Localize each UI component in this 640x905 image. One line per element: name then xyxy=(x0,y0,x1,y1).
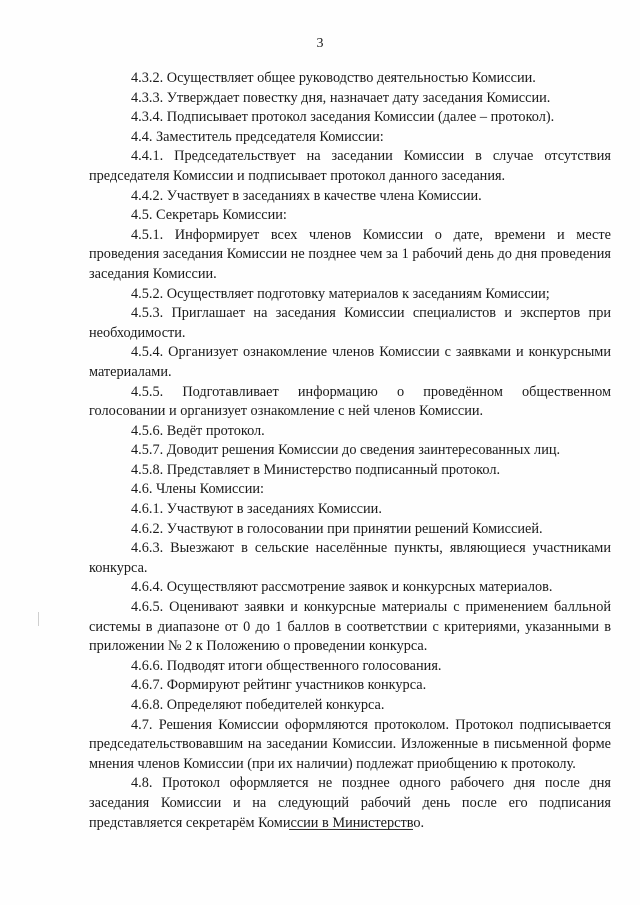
paragraph-4-5-3: 4.5.3. Приглашает на заседания Комиссии специалистов и экспертов при необходимости. xyxy=(89,305,611,341)
paragraph-4-5-5: 4.5.5. Подготавливает информацию о проведённом общественном голосовании и организует ознакомление с ней членов Комиссии. xyxy=(89,383,611,420)
paragraph-4-6-8: 4.6.8. Определяют победителей конкурса. xyxy=(131,697,385,713)
paragraph-4-6-4: 4.6.4. Осуществляют рассмотрение заявок и конкурсных материалов. xyxy=(131,579,553,596)
paragraph-4-6: 4.6. Члены Комиссии: xyxy=(131,481,264,498)
paragraph-4-5-4: 4.5.4. Организует ознакомление членов Комиссии с заявками и конкурсными материалами. xyxy=(89,344,611,380)
paragraph-4-4-2: 4.4.2. Участвует в заседаниях в качестве члена Комиссии. xyxy=(131,187,482,204)
paragraph-4-5-6: 4.5.6. Ведёт протокол. xyxy=(131,422,265,439)
paragraph-4-4: 4.4. Заместитель председателя Комиссии: xyxy=(131,128,384,145)
paragraph-4-5-2: 4.5.2. Осуществляет подготовку материалов к заседаниям Комиссии; xyxy=(131,285,550,302)
paragraph-4-7: 4.7. Решения Комиссии оформляются протоколом. Протокол подписывается председательствовавшим на заседании Комиссии. Изложенные в письменной форме мнения членов Комиссии (при их наличии) подлежат приобщению к протоколу. xyxy=(89,716,611,772)
paragraph-4-5-8: 4.5.8. Представляет в Министерство подписанный протокол. xyxy=(131,461,501,478)
paragraph-4-8: 4.8. Протокол оформляется не позднее одного рабочего дня после дня заседания Комиссии и на следующий рабочий день после его подписания представляется секретарём Комиссии в Министерство. xyxy=(89,775,611,831)
scan-artifact xyxy=(38,612,39,626)
closing-divider xyxy=(289,829,413,830)
page-number: 3 xyxy=(316,36,324,51)
paragraph-4-6-6: 4.6.6. Подводят итоги общественного голосования. xyxy=(131,657,442,674)
paragraph-4-6-5: 4.6.5. Оценивают заявки и конкурсные материалы с применением балльной системы в диапазоне от 0 до 1 баллов в соответствии с критериями, указанными в приложении № 2 к Положению о проведении конкурса. xyxy=(89,599,611,655)
paragraph-4-6-1: 4.6.1. Участвуют в заседаниях Комиссии. xyxy=(131,501,382,518)
paragraph-4-4-1: 4.4.1. Председательствует на заседании Комиссии в случае отсутствия председателя Комиссии и подписывает протокол данного заседания. xyxy=(89,148,611,184)
paragraph-4-5-1: 4.5.1. Информирует всех членов Комиссии о дате, времени и месте проведения заседания Комиссии не позднее чем за 1 рабочий день до дня проведения заседания Комиссии. xyxy=(89,226,611,282)
document-body xyxy=(89,69,611,833)
paragraph-4-5-7: 4.5.7. Доводит решения Комиссии до сведения заинтересованных лиц. xyxy=(131,442,561,459)
paragraph-4-3-2: 4.3.2. Осуществляет общее руководство деятельностью Комиссии. xyxy=(131,70,536,86)
paragraph-4-3-4: 4.3.4. Подписывает протокол заседания Комиссии (далее – протокол). xyxy=(131,109,555,126)
paragraph-4-6-2: 4.6.2. Участвуют в голосовании при принятии решений Комиссией. xyxy=(131,520,543,537)
paragraph-4-3-3: 4.3.3. Утверждает повестку дня, назначает дату заседания Комиссии. xyxy=(131,89,551,106)
paragraph-4-6-3: 4.6.3. Выезжают в сельские населённые пункты, являющиеся участниками конкурса. xyxy=(89,540,611,576)
paragraph-4-6-7: 4.6.7. Формируют рейтинг участников конкурса. xyxy=(131,677,427,694)
paragraph-4-5: 4.5. Секретарь Комиссии: xyxy=(131,207,287,224)
